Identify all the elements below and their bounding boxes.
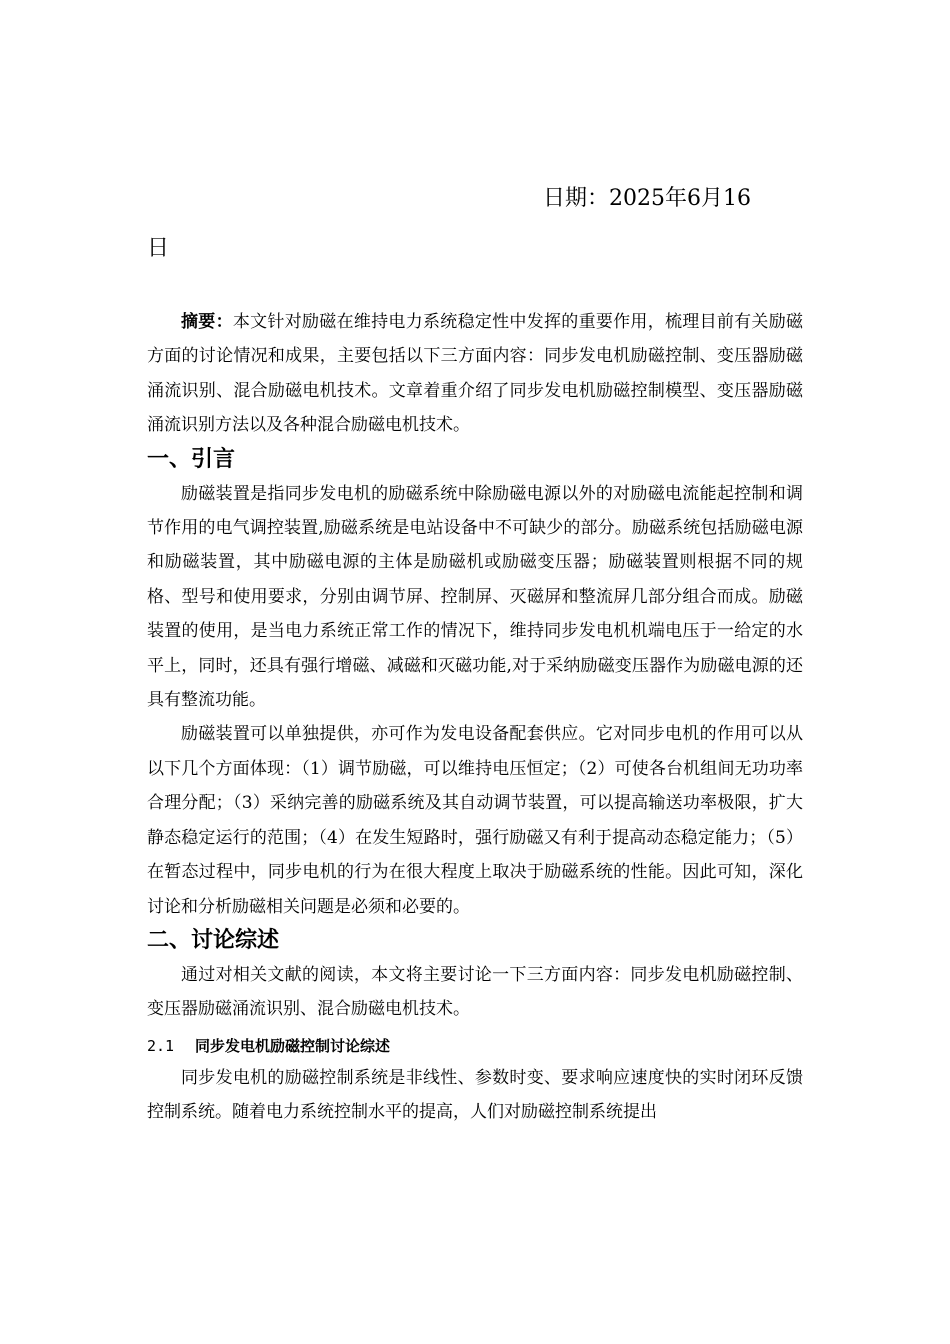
subsection-number: 2.1	[147, 1036, 175, 1055]
section-heading-introduction: 一、引言	[147, 446, 236, 472]
subsection-title: 同步发电机励磁控制讨论综述	[195, 1036, 391, 1055]
intro-paragraph-1: 励磁装置是指同步发电机的励磁系统中除励磁电源以外的对励磁电流能起控制和调节作用的电气调控装置,励磁系统是电站设备中不可缺少的部分。励磁系统包括励磁电源和励磁装置，其中励磁电源的主体是励磁机或励磁变压器；励磁装置则根据不同的规格、型号和使用要求，分别由调节屏、控制屏、灭磁屏和整流屏几部分组合而成。励磁装置的使用，是当电力系统正常工作的情况下，维持同步发电机机端电压于一给定的水平上，同时，还具有强行增磁、减磁和灭磁功能,对于采纳励磁变压器作为励磁电源的还具有整流功能。	[147, 483, 803, 711]
section-heading-review: 二、讨论综述	[147, 927, 280, 953]
date-line: 日期：2025年6月16	[543, 186, 751, 211]
document-body	[147, 305, 803, 1130]
intro-paragraph-2: 励磁装置可以单独提供，亦可作为发电设备配套供应。它对同步电机的作用可以从以下几个方面体现：（1）调节励磁，可以维持电压恒定；（2）可使各台机组间无功功率合理分配；（3）采纳完善的励磁系统及其自动调节装置，可以提高输送功率极限，扩大静态稳定运行的范围；（4）在发生短路时，强行励磁又有利于提高动态稳定能力；（5）在暂态过程中，同步电机的行为在很大程度上取决于励磁系统的性能。因此可知，深化讨论和分析励磁相关问题是必须和必要的。	[147, 724, 803, 917]
abstract-label: 摘要：	[181, 312, 233, 332]
review-intro-paragraph: 通过对相关文献的阅读，本文将主要讨论一下三方面内容：同步发电机励磁控制、变压器励磁涌流识别、混合励磁电机技术。	[147, 964, 803, 1020]
abstract-paragraph	[147, 305, 803, 443]
abstract-text: 本文针对励磁在维持电力系统稳定性中发挥的重要作用，梳理目前有关励磁方面的讨论情况和成果，主要包括以下三方面内容：同步发电机励磁控制、变压器励磁涌流识别、混合励磁电机技术。文章着重介绍了同步发电机励磁控制模型、变压器励磁涌流识别方法以及各种混合励磁电机技术。	[147, 312, 804, 436]
subsection-2-1-paragraph: 同步发电机的励磁控制系统是非线性、参数时变、要求响应速度快的实时闭环反馈控制系统。随着电力系统控制水平的提高，人们对励磁控制系统提出	[147, 1067, 803, 1123]
subsection-heading-2-1	[147, 1031, 803, 1061]
date-line-continuation: 日	[147, 236, 170, 261]
